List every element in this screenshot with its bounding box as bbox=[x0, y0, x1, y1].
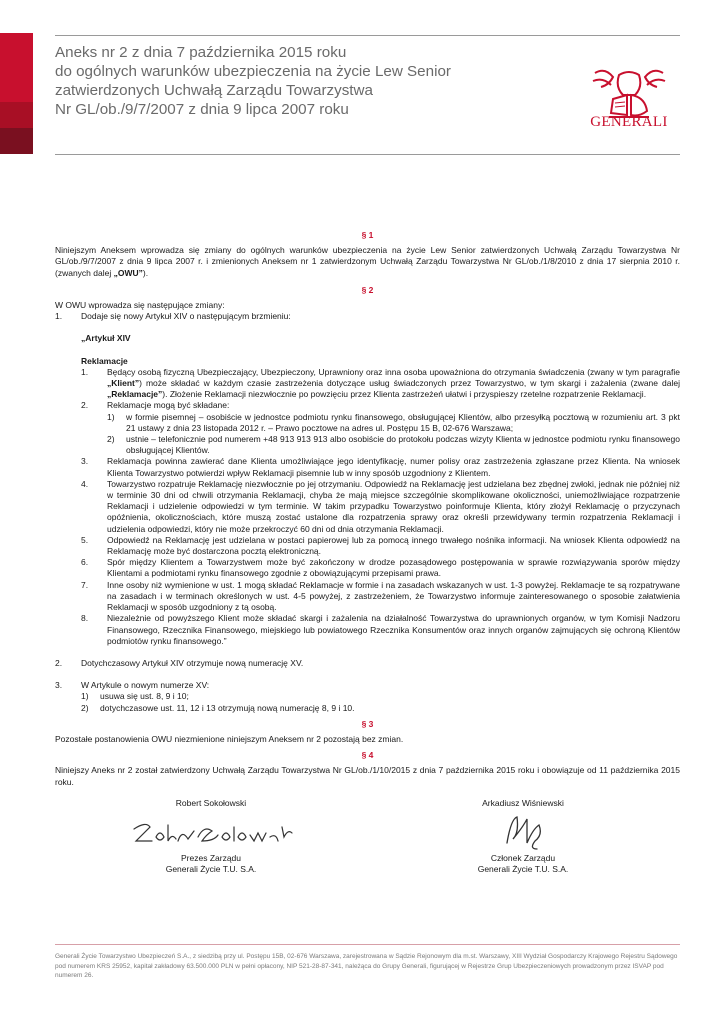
section-4-text: Niniejszy Aneks nr 2 został zatwierdzony Uchwałą Zarządu Towarzystwa Nr GL/ob./1/10/2015 z dnia 7 października 2015 roku i obowiązuje od 11 października 2015 roku. bbox=[55, 765, 680, 787]
point-3-subitem-2 bbox=[81, 703, 680, 714]
title-line: Nr GL/ob./9/7/2007 z dnia 9 lipca 2007 roku bbox=[55, 101, 349, 118]
header-rule-bottom bbox=[55, 154, 680, 155]
handwritten-signature bbox=[493, 809, 553, 853]
subitem-text: ustnie – telefonicznie pod numerem +48 913 913 913 albo osobiście do protokołu podczas wizyty Klienta w jednostce podmiotu rynku finansowego obsługującej Klientów. bbox=[126, 434, 680, 456]
section-2-point-2 bbox=[55, 658, 680, 669]
signature-block-president bbox=[55, 798, 367, 876]
header-rule-top bbox=[55, 35, 680, 36]
subitem-number: 1) bbox=[81, 691, 89, 702]
item-text: Niezależnie od powyższego Klient może składać skargi i zażalenia na działalność Towarzystwa do uprawnionych organów, w tym Komisji Nadzoru Finansowego, Rzecznika Finansowego, miejskiego lub powiatowego Rzecznika Konsumentów oraz innych organów zajmujących się ochroną Klientów podmiotów rynku finansowego.” bbox=[107, 613, 680, 646]
item-text: Reklamacje mogą być składane: bbox=[107, 400, 230, 411]
article-item-7 bbox=[81, 580, 680, 614]
signatory-role: Prezes Zarządu bbox=[181, 852, 241, 863]
item-text: Odpowiedź na Reklamację jest udzielana w postaci papierowej lub za pomocą innego trwałego nośnika informacji. Na wniosek Klienta odpowiedź na Reklamację może być dostarczona pocztą elektroniczną. bbox=[107, 534, 680, 557]
generali-logo-text: GENERALI bbox=[590, 114, 668, 130]
article-subitem-1 bbox=[107, 412, 680, 434]
point-number: 1. bbox=[55, 311, 63, 322]
point-number: 3. bbox=[55, 680, 63, 691]
section-3-text: Pozostałe postanowienia OWU niezmienione niniejszym Aneksem nr 2 pozostają bez zmian. bbox=[55, 733, 404, 744]
article-item-1 bbox=[81, 367, 680, 401]
text-run-bold: „OWU” bbox=[113, 267, 143, 278]
signatory-name: Arkadiusz Wiśniewski bbox=[482, 797, 564, 808]
item-text: Inne osoby niż wymienione w ust. 1 mogą składać Reklamacje w formie i na zasadach wskazanych w ust. 1-3 powyżej. Reklamacje te są rozpatrywane na zasadach i w terminach określonych w ust. 4-5 powyżej, z zastrzeżeniem, że Towarzystwo informuje zainteresowanego o sposobie załatwienia Reklamacji w sposób uzgodniony z tą osobą. bbox=[107, 579, 680, 613]
point-text: Dotychczasowy Artykuł XIV otrzymuje nową numerację XV. bbox=[81, 657, 304, 668]
article-subitem-2 bbox=[107, 434, 680, 456]
document-body bbox=[55, 225, 680, 875]
item-number: 4. bbox=[81, 478, 89, 489]
item-number: 5. bbox=[81, 534, 89, 545]
point-number: 2. bbox=[55, 657, 63, 668]
footer-legal-text: Generali Życie Towarzystwo Ubezpieczeń S.A., z siedzibą przy ul. Postępu 15B, 02-676 Warszawa, zarejestrowana w Sądzie Rejonowym dla m.st. Warszawy, XIII Wydział Gospodarczy Krajowego Rejestru Sądowego pod numerem KRS 25952, kapitał zakładowy 63.500.000 PLN w pełni opłacony, NIP 521-28-87-341, należąca do Grupy Generali, figurującej w Rejestrze Grup Ubezpieczeniowych prowadzonym przez ISVAP pod numerem 26. bbox=[55, 953, 678, 979]
signature-block-member bbox=[367, 798, 679, 876]
section-1-heading: § 1 bbox=[361, 230, 374, 240]
article-item-6 bbox=[81, 557, 680, 579]
item-number: 3. bbox=[81, 456, 89, 467]
text-run-bold: „Reklamacje” bbox=[107, 389, 163, 400]
subitem-text: w formie pisemnej – osobiście w jednostce podmiotu rynku finansowego, obsługującej Klientów, albo przesyłką pocztową w rozumieniu art. 3 pkt 21 ustawy z dnia 23 listopada 2012 r. – Prawo pocztowe na adres ul. Postępu 15 B, 02-676 Warszawa; bbox=[126, 411, 680, 433]
article-xiv bbox=[81, 333, 680, 646]
subitem-number: 2) bbox=[81, 702, 89, 713]
title-line: Aneks nr 2 z dnia 7 października 2015 roku bbox=[55, 44, 347, 61]
section-2-intro: W OWU wprowadza się następujące zmiany: bbox=[55, 300, 225, 311]
subitem-number: 1) bbox=[107, 411, 115, 422]
item-text: Towarzystwo rozpatruje Reklamację niezwłocznie po jej otrzymaniu. Odpowiedź na Reklamację jest udzielana bez zbędnej zwłoki, jednak nie później niż w terminie 30 dni od chwili otrzymania Reklamacji, chyba że mają miejsce szczególnie skomplikowane okoliczności, uniemożliwiające rozpatrzenie Reklamacji i udzielenie odpowiedzi w tym terminie. W takim przypadku Towarzystwo poinformuje Klienta, który złożył Reklamację o przyczynach opóźnienia, okolicznościach, które muszą zostać ustalone dla rozpatrzenia sprawy oraz określi przewidywany termin rozpatrzenia Reklamacji i udzielenia odpowiedzi, który nie może przekroczyć 60 dni od dnia otrzymania Reklamacji. bbox=[107, 478, 680, 534]
subitem-text: dotychczasowe ust. 11, 12 i 13 otrzymują nową numerację 8, 9 i 10. bbox=[100, 702, 355, 713]
signatures bbox=[55, 798, 680, 876]
text-run: Będący osobą fizyczną Ubezpieczający, Ubezpieczony, Uprawniony oraz inna osoba upoważniona do otrzymania świadczenia (zwany w tym paragrafie bbox=[107, 366, 680, 377]
section-2-point-3 bbox=[55, 680, 680, 691]
section-2-point-1 bbox=[55, 311, 680, 322]
article-item-5 bbox=[81, 535, 680, 557]
section-3-heading: § 3 bbox=[361, 718, 374, 729]
signatory-company: Generali Życie T.U. S.A. bbox=[477, 864, 569, 875]
signatory-name: Robert Sokołowski bbox=[175, 797, 247, 808]
signatory-company: Generali Życie T.U. S.A. bbox=[165, 864, 257, 875]
item-number: 1. bbox=[81, 366, 89, 377]
point-text: W Artykule o nowym numerze XV: bbox=[81, 680, 210, 691]
section-1-text bbox=[55, 245, 680, 279]
subitem-text: usuwa się ust. 8, 9 i 10; bbox=[100, 691, 189, 702]
text-run: Niniejszym Aneksem wprowadza się zmiany do ogólnych warunków ubezpieczenia na życie Lew Senior zatwierdzonych Uchwałą Zarządu Towarzystwa Nr GL/ob./9/7/2007 z dnia 9 lipca 2007 r. i zmienionych Aneksem nr 1 zatwierdzonym Uchwałą Zarządu Towarzystwa Nr GL/ob./1/8/2010 z dnia 17 sierpnia 2010 r. (zwanych dalej bbox=[55, 245, 680, 278]
text-run-bold: „Klient” bbox=[107, 378, 140, 389]
point-text: Dodaje się nowy Artykuł XIV o następującym brzmieniu: bbox=[81, 311, 291, 322]
article-item-8 bbox=[81, 613, 680, 647]
item-text: Reklamacja powinna zawierać dane Klienta umożliwiające jego identyfikację, numer polisy oraz zastrzeżenia zgłaszane przez Klienta. Na wniosek Klienta Towarzystwo potwierdzi wpływ Reklamacji pisemnie lub w inny sposób uzgodniony z Klientem. bbox=[107, 456, 680, 478]
article-item-3 bbox=[81, 456, 680, 478]
title-line: do ogólnych warunków ubezpieczenia na życie Lew Senior bbox=[55, 63, 451, 80]
footer-rule bbox=[55, 944, 680, 945]
article-title: „Artykuł XIV bbox=[81, 333, 131, 344]
article-subtitle: Reklamacje bbox=[81, 355, 128, 366]
handwritten-signature bbox=[126, 811, 296, 851]
item-text: Spór między Klientem a Towarzystwem może być zakończony w drodze pozasądowego postępowania w sprawie rozwiązywania sporów między Klientami a podmiotami rynku finansowego zgodnie z obowiązującymi przepisami prawa. bbox=[107, 557, 680, 579]
text-run: ). Złożenie Reklamacji niezwłocznie po powzięciu przez Klienta zastrzeżeń ułatwi i przyspieszy rzetelne rozpatrzenie Reklamacji. bbox=[162, 389, 647, 400]
item-number: 8. bbox=[81, 613, 89, 624]
text-run: ) może składać w każdym czasie zastrzeżenia dotyczące usług świadczonych przez Towarzystwo, w tym skargi i zażalenia (zwane dalej bbox=[139, 378, 680, 389]
item-number: 6. bbox=[81, 557, 89, 568]
signatory-role: Członek Zarządu bbox=[490, 852, 556, 863]
item-number: 2. bbox=[81, 400, 89, 411]
article-item-4 bbox=[81, 479, 680, 535]
item-number: 7. bbox=[81, 579, 89, 590]
section-2-heading: § 2 bbox=[361, 284, 374, 295]
subitem-number: 2) bbox=[107, 434, 115, 445]
brand-stripe-bottom bbox=[0, 128, 33, 154]
point-3-subitem-1 bbox=[81, 691, 680, 702]
text-run: ). bbox=[142, 267, 149, 278]
section-4-heading: § 4 bbox=[361, 750, 374, 761]
title-line: zatwierdzonych Uchwałą Zarządu Towarzystwa bbox=[55, 82, 373, 99]
article-item-2 bbox=[81, 400, 680, 411]
document-title bbox=[55, 43, 525, 119]
brand-stripe-middle bbox=[0, 102, 33, 128]
